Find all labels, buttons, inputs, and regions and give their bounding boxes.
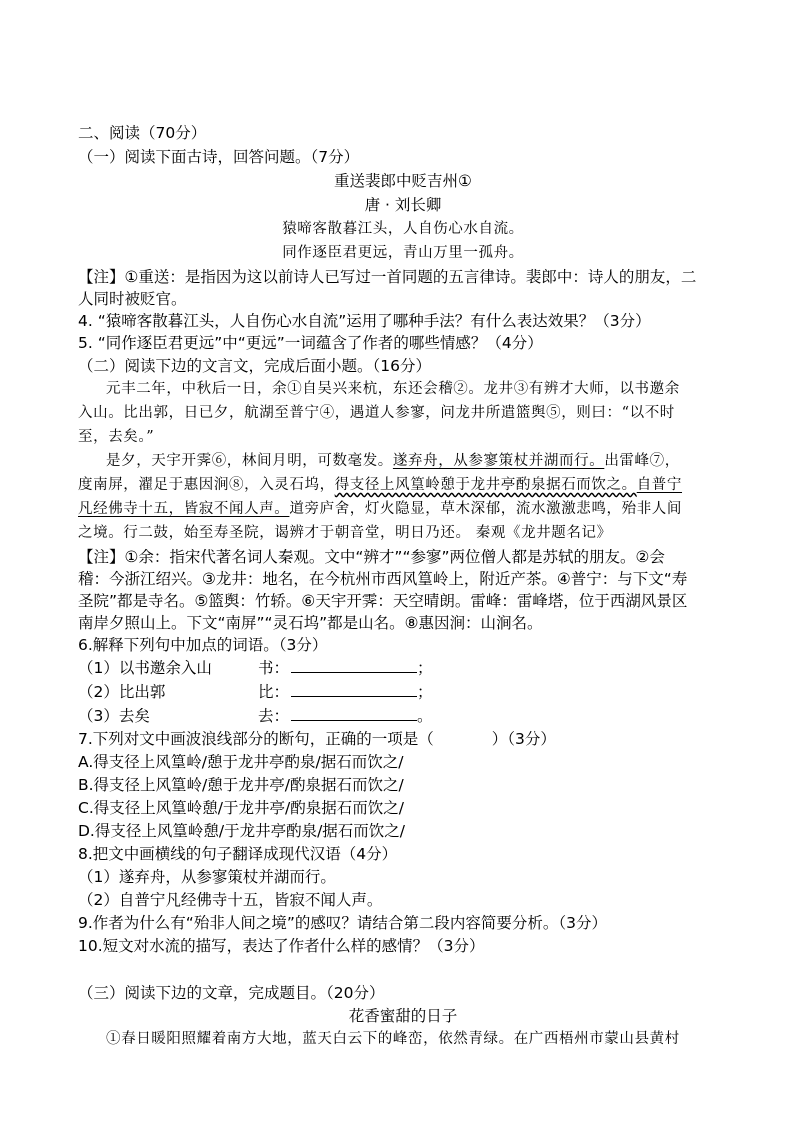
question-7-text: 7.下列对文中画波浪线部分的断句，正确的一项是（: [78, 730, 434, 748]
question-8-item-1: （1）遂弃舟，从参寥策杖并湖而行。: [78, 868, 336, 886]
part3-heading: （三）阅读下边的文章，完成题目。（20分）: [78, 984, 385, 1002]
q6-answer-blank-3[interactable]: [291, 706, 417, 721]
underlined-sentence-1a: 遂弃舟，从参寥策杖并湖而行。: [392, 453, 605, 469]
question-7: [78, 728, 728, 750]
question-6: 6.解释下列句中加点的词语。（3分）: [78, 636, 328, 654]
poem-line-2: 同作逐臣君更远，青山万里一孤舟。: [282, 245, 524, 261]
passage-p2-line-4: 之境。行二鼓，始至寿圣院，谒辨才于朝音堂，明日乃还。 秦观《龙井题名记》: [78, 525, 612, 541]
q6-item-2-word: 比：: [258, 683, 290, 701]
passage-p1-line-1: 元丰二年，中秋后一日，余①自吴兴来杭，东还会稽②。龙井③有辨才大师，以书邀余: [106, 381, 680, 397]
q6-item-2-sentence: （2）比出郭: [78, 683, 166, 701]
underlined-sentence-2a: 自普宁: [636, 477, 683, 493]
q6-answer-blank-1[interactable]: [291, 658, 417, 673]
passage-p1-line-2: 入山。比出郭，日已夕，航湖至普宁④，遇道人参寥，问龙井所遣篮舆⑤，则曰：“以不时: [78, 405, 675, 421]
question-8: 8.把文中画横线的句子翻译成现代汉语（4分）: [78, 845, 398, 863]
passage-p2-line-2: [78, 474, 728, 496]
section-title: 二、阅读（70分）: [78, 124, 207, 142]
q6-item-2: [78, 681, 728, 703]
q6-item-3-sentence: （3）去矣: [78, 707, 150, 725]
p2-text-d: 道旁庐舍，灯火隐显，草木深郁，流水激激悲鸣，殆非人间: [289, 501, 683, 517]
q7-option-d: D.得支径上风篁岭憩/于龙井亭酌泉/据石而饮之/: [78, 822, 406, 840]
q6-answer-blank-2[interactable]: [291, 682, 417, 697]
poem-note-line-2: 人同时被贬官。: [78, 290, 187, 308]
q7-option-b: B.得支径上风篁岭/憩于龙井亭/酌泉据石而饮之/: [78, 776, 404, 794]
passage-note-line-1: 【注】①余：指宋代著名词人秦观。文中“辨才”“参寥”两位僧人都是苏轼的朋友。②会: [78, 548, 665, 566]
passage-p1-line-3: 至，去矣。”: [78, 429, 155, 445]
underlined-sentence-2b: 凡经佛寺十五，皆寂不闻人声。: [78, 501, 290, 517]
q6-item-3: [78, 705, 728, 727]
p2-text-b: 出雷峰⑦，: [604, 453, 680, 469]
article-p1: ①春日暖阳照耀着南方大地，蓝天白云下的峰峦，依然青绿。在广西梧州市蒙山县黄村: [106, 1031, 680, 1047]
passage-p2-line-1: [106, 450, 726, 472]
passage-note-line-4: 南岸夕照山上。下文“南屏”“灵石坞”都是山名。⑧惠因涧：山涧名。: [78, 614, 543, 632]
question-4: 4. “猿啼客散暮江头，人自伤心水自流”运用了哪种手法？有什么表达效果？（3分）: [78, 312, 651, 330]
q6-item-3-end: 。: [417, 707, 433, 725]
q6-item-2-end: ；: [417, 683, 433, 701]
q7-option-c: C.得支径上风篁岭憩/于龙井亭/酌泉据石而饮之/: [78, 799, 404, 817]
question-7-score: ）（3分）: [491, 730, 556, 748]
part2-heading: （二）阅读下边的文言文，完成后面小题。（16分）: [78, 357, 431, 375]
p2-text-c: 度南屏，濯足于惠因涧⑧，入灵石坞，: [78, 477, 335, 493]
q6-item-3-word: 去：: [258, 707, 290, 725]
article-title: 花香蜜甜的日子: [348, 1007, 458, 1025]
poem-note-line-1: 【注】①重送：是指因为这以前诗人已写过一首同题的五言律诗。裴郎中：诗人的朋友，二: [78, 268, 697, 286]
passage-p2-line-3: [78, 498, 728, 520]
p2-text-a: 是夕，天宇开霁⑥，林间月明，可数毫发。: [106, 453, 393, 469]
passage-note-line-3: 圣院”都是寺名。⑤篮舆：竹轿。⑥天宇开霁：天空晴朗。雷峰：雷峰塔，位于西湖风景区: [78, 592, 688, 610]
q6-item-1: [78, 657, 728, 679]
passage-note-line-2: 稽：今浙江绍兴。③龙井：地名，在今杭州市西风篁岭上，附近产茶。④普宁：与下文“寿: [78, 570, 688, 588]
poem-title: 重送裴郎中贬吉州①: [334, 172, 472, 190]
q6-item-1-sentence: （1）以书邀余入山: [78, 659, 212, 677]
question-10: 10.短文对水流的描写，表达了作者什么样的感情？（3分）: [78, 937, 485, 955]
question-9: 9.作者为什么有“殆非人间之境”的感叹？请结合第二段内容简要分析。（3分）: [78, 914, 607, 932]
question-8-item-2: （2）自普宁凡经佛寺十五，皆寂不闻人声。: [78, 891, 383, 909]
question-5: 5. “同作逐臣君更远”中“更远”一词蕴含了作者的哪些情感？（4分）: [78, 334, 543, 352]
poem-author: 唐 · 刘长卿: [364, 196, 442, 214]
poem-line-1: 猿啼客散暮江头，人自伤心水自流。: [282, 221, 524, 237]
wavy-sentence: 得支径上风篁岭憩于龙井亭酌泉据石而饮之。: [334, 477, 637, 493]
q6-item-1-word: 书：: [258, 659, 290, 677]
q7-option-a: A.得支径上风篁岭/憩于龙井亭酌泉/据石而饮之/: [78, 753, 404, 771]
q6-item-1-end: ；: [417, 659, 433, 677]
part1-heading: （一）阅读下面古诗，回答问题。（7分）: [78, 148, 360, 166]
